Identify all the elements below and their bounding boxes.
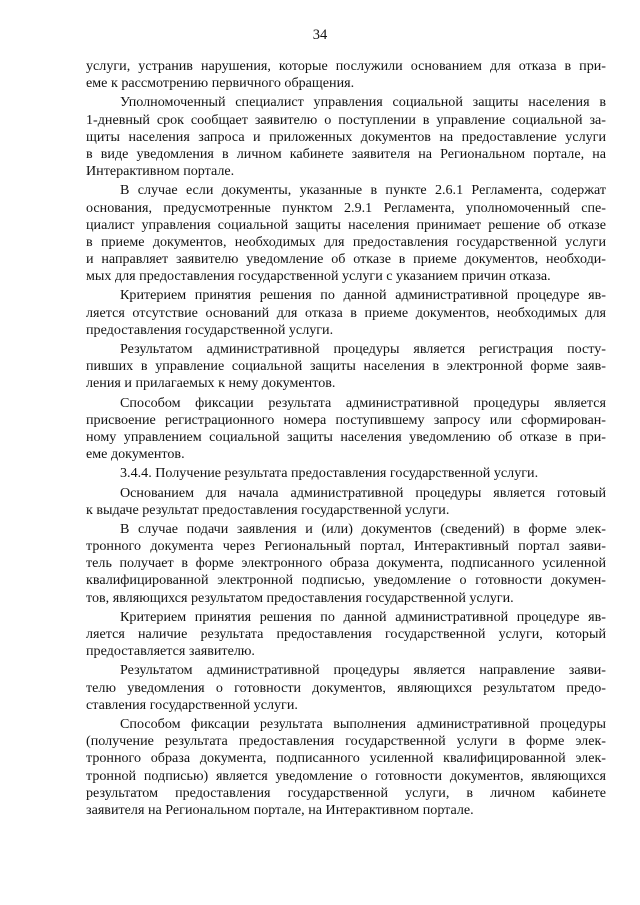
text-line: Основанием для начала административной процедуры является готовый [120, 484, 606, 501]
text-line: услуги, устранив нарушения, которые послужили основанием для отказа в при- [86, 58, 606, 74]
text-line: Критерием принятия решения по данной административной процедуре яв- [120, 608, 606, 625]
text-line: тронного образа документа, подписанного усиленной квалифицированной элек- [86, 750, 606, 767]
page-number: 34 [312, 27, 328, 43]
text-line: циалист управления социальной защиты населения принимает решение об отказе [86, 216, 606, 233]
paragraph [86, 609, 606, 661]
text-line: еме документов. [86, 446, 185, 463]
text-line: телю уведомления о готовности документов, являющихся результатом предо- [86, 679, 606, 696]
paragraph [86, 94, 606, 180]
paragraph [86, 521, 606, 607]
text-line: тронного документа через Региональный портал, Интерактивный портал заяви- [86, 538, 606, 555]
text-line: В случае подачи заявления и (или) документов (сведений) в форме элек- [120, 520, 606, 537]
text-line: Способом фиксации результата выполнения административной процедуры [120, 715, 606, 732]
text-line: тронной подписью) является уведомление о готовности документов, являющихся [86, 767, 606, 784]
paragraph [86, 465, 606, 482]
text-line: основания, предусмотренные пунктом 2.9.1 Регламента, уполномоченный спе- [86, 199, 606, 216]
text-line: Способом фиксации результата административной процедуры является [120, 394, 606, 411]
text-line: 3.4.4. Получение результата предоставления государственной услуги. [120, 465, 539, 482]
text-line: квалифицированной электронной подписью, уведомление о готовности докумен- [86, 572, 606, 589]
text-line: Результатом административной процедуры является направление заяви- [120, 662, 606, 679]
paragraph [86, 485, 606, 519]
paragraph [86, 287, 606, 339]
text-line: еме к рассмотрению первичного обращения. [86, 75, 355, 92]
text-line: в виде уведомления в личном кабинете заявителя на Региональном портале, на [86, 145, 606, 162]
text-line: (получение результата предоставления государственной услуги в форме элек- [86, 733, 606, 750]
paragraph [86, 395, 606, 464]
text-line: тов, являющихся результатом предоставления государственной услуги. [86, 589, 514, 606]
text-line: Результатом административной процедуры является регистрация посту- [120, 341, 606, 357]
text-line: тель получает в форме электронного образа документа, подписанного усиленной [86, 555, 606, 572]
text-line: результатом предоставления государственной услуги, в личном кабинете [86, 784, 606, 801]
paragraph [86, 716, 606, 819]
text-line: ляется наличие результата предоставления государственной услуги, который [86, 626, 606, 642]
paragraph [86, 341, 606, 393]
text-line: к выдаче результат предоставления государственной услуги. [86, 501, 450, 518]
text-line: ляется отсутствие оснований для отказа в приеме документов, необходимых для [86, 304, 606, 321]
text-line: В случае если документы, указанные в пункте 2.6.1 Регламента, содержат [120, 182, 606, 199]
text-line: ставления государственной услуги. [86, 696, 298, 713]
text-line: заявителя на Региональном портале, на Интерактивном портале. [86, 801, 474, 818]
text-line: мых для предоставления государственной услуги с указанием причин отказа. [86, 268, 551, 285]
text-line: присвоение регистрационного номера поступившему запросу или сформирован- [86, 411, 606, 428]
text-line: Уполномоченный специалист управления социальной защиты населения в [120, 94, 606, 111]
text-line: Критерием принятия решения по данной административной процедуре яв- [120, 287, 606, 304]
text-line: пивших в управление социальной защиты населения в электронной форме заяв- [86, 358, 606, 375]
paragraph [86, 182, 606, 285]
paragraph [86, 662, 606, 714]
paragraph [86, 58, 606, 92]
text-line: и направляет заявителю уведомление об отказе в приеме документов, необходи- [86, 251, 606, 268]
body-text [86, 58, 606, 821]
text-line: в приеме документов, необходимых для предоставления государственной услуги [86, 233, 606, 250]
text-line: щиты населения запроса и приложенных документов на предоставление услуги [86, 128, 606, 145]
text-line: предоставляется заявителю. [86, 643, 255, 660]
text-line: предоставления государственной услуги. [86, 321, 334, 338]
text-line: 1-дневный срок сообщает заявителю о поступлении в управление социальной за- [86, 111, 606, 128]
text-line: ления и прилагаемых к нему документов. [86, 375, 336, 392]
text-line: ному управлением социальной защиты населения уведомлению об отказе в при- [86, 428, 606, 445]
text-line: Интерактивном портале. [86, 163, 235, 180]
